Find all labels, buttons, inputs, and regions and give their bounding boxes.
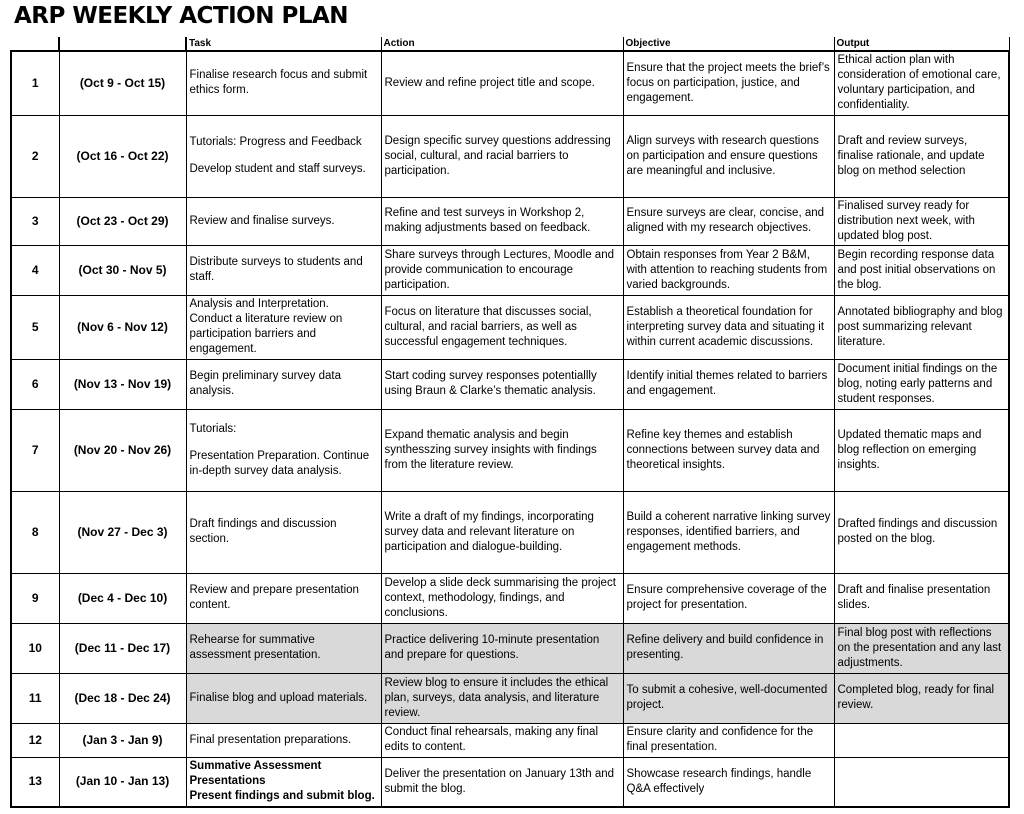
task-text: Analysis and Interpretation. — [189, 298, 329, 310]
week-number-cell: 4 — [11, 245, 59, 295]
task-text: Conduct a literature review on participation barriers and engagement. — [189, 313, 343, 355]
task-cell — [186, 673, 381, 723]
week-dates-cell: (Oct 9 - Oct 15) — [59, 51, 186, 115]
task-cell — [186, 197, 381, 245]
week-number-cell: 8 — [11, 491, 59, 573]
objective-cell: Ensure that the project meets the brief’s focus on participation, justice, and engagement. — [623, 51, 834, 115]
action-cell: Develop a slide deck summarising the project context, methodology, findings, and conclusions. — [381, 573, 623, 623]
output-cell: Annotated bibliography and blog post summarizing relevant literature. — [834, 295, 1009, 359]
week-number-cell: 3 — [11, 197, 59, 245]
header-blank — [59, 37, 186, 51]
column-header-output: Output — [834, 37, 1009, 51]
output-cell: Draft and review surveys, finalise rationale, and update blog on method selection — [834, 115, 1009, 197]
task-text: Review and finalise surveys. — [189, 214, 335, 227]
task-text: Distribute surveys to students and staff. — [189, 256, 363, 283]
week-dates-cell: (Nov 27 - Dec 3) — [59, 491, 186, 573]
objective-cell: Establish a theoretical foundation for interpreting survey data and situating it within current academic discussions. — [623, 295, 834, 359]
action-cell: Design specific survey questions addressing social, cultural, and racial barriers to participation. — [381, 115, 623, 197]
objective-cell: Obtain responses from Year 2 B&M, with attention to reaching students from varied backgrounds. — [623, 245, 834, 295]
week-dates-cell: (Nov 13 - Nov 19) — [59, 359, 186, 409]
objective-cell: Identify initial themes related to barriers and engagement. — [623, 359, 834, 409]
objective-cell: Refine delivery and build confidence in presenting. — [623, 623, 834, 673]
table-header-row — [11, 37, 1009, 51]
week-number-cell: 2 — [11, 115, 59, 197]
action-cell: Expand thematic analysis and begin synthesszing survey insights with findings from the literature review. — [381, 409, 623, 491]
table-row — [11, 573, 1009, 623]
task-text: Present findings and submit blog. — [189, 790, 375, 803]
action-cell: Refine and test surveys in Workshop 2, making adjustments based on feedback. — [381, 197, 623, 245]
table-row — [11, 673, 1009, 723]
task-text: Review and prepare presentation content. — [189, 584, 359, 611]
table-body — [11, 51, 1009, 807]
week-number-cell: 6 — [11, 359, 59, 409]
week-number-cell: 9 — [11, 573, 59, 623]
table-row — [11, 51, 1009, 115]
objective-cell: To submit a cohesive, well-documented project. — [623, 673, 834, 723]
action-cell: Share surveys through Lectures, Moodle and provide communication to encourage participation. — [381, 245, 623, 295]
header-blank — [11, 37, 59, 51]
week-number-cell: 7 — [11, 409, 59, 491]
week-number-cell: 13 — [11, 757, 59, 807]
task-cell — [186, 491, 381, 573]
table-row — [11, 245, 1009, 295]
page-title: ARP WEEKLY ACTION PLAN — [14, 3, 349, 29]
objective-cell: Refine key themes and establish connections between survey data and theoretical insights. — [623, 409, 834, 491]
output-cell — [834, 723, 1009, 757]
output-cell: Finalised survey ready for distribution next week, with updated blog post. — [834, 197, 1009, 245]
table-row — [11, 723, 1009, 757]
table-row — [11, 623, 1009, 673]
task-text: Develop student and staff surveys. — [189, 163, 366, 175]
action-cell: Write a draft of my findings, incorporating survey data and relevant literature on participation and dialogue-building. — [381, 491, 623, 573]
table-row — [11, 409, 1009, 491]
task-cell — [186, 245, 381, 295]
task-text: Final presentation preparations. — [189, 733, 352, 746]
action-cell: Start coding survey responses potentiallly using Braun & Clarke’s thematic analysis. — [381, 359, 623, 409]
action-cell: Practice delivering 10-minute presentation and prepare for questions. — [381, 623, 623, 673]
output-cell: Updated thematic maps and blog reflection on emerging insights. — [834, 409, 1009, 491]
action-cell: Conduct final rehearsals, making any final edits to content. — [381, 723, 623, 757]
objective-cell: Ensure surveys are clear, concise, and aligned with my research objectives. — [623, 197, 834, 245]
week-dates-cell: (Jan 3 - Jan 9) — [59, 723, 186, 757]
table-row — [11, 359, 1009, 409]
task-spacer — [190, 150, 378, 162]
table-row — [11, 295, 1009, 359]
column-header-objective: Objective — [623, 37, 834, 51]
objective-cell: Align surveys with research questions on participation and ensure questions are meaningful and inclusive. — [623, 115, 834, 197]
task-text: Finalise blog and upload materials. — [189, 691, 368, 704]
week-dates-cell: (Dec 18 - Dec 24) — [59, 673, 186, 723]
action-plan-table — [10, 37, 1010, 808]
output-cell: Drafted findings and discussion posted on the blog. — [834, 491, 1009, 573]
week-dates-cell: (Jan 10 - Jan 13) — [59, 757, 186, 807]
task-cell — [186, 757, 381, 807]
task-cell — [186, 51, 381, 115]
objective-cell: Showcase research findings, handle Q&A effectively — [623, 757, 834, 807]
task-text: Tutorials: Progress and Feedback — [189, 136, 362, 148]
action-cell: Review blog to ensure it includes the ethical plan, surveys, data analysis, and literature review. — [381, 673, 623, 723]
week-dates-cell: (Dec 4 - Dec 10) — [59, 573, 186, 623]
action-cell: Deliver the presentation on January 13th and submit the blog. — [381, 757, 623, 807]
task-text: Summative Assessment Presentations — [189, 760, 322, 788]
week-dates-cell: (Oct 16 - Oct 22) — [59, 115, 186, 197]
column-header-task: Task — [186, 37, 381, 51]
task-cell — [186, 623, 381, 673]
objective-cell: Ensure clarity and confidence for the final presentation. — [623, 723, 834, 757]
week-number-cell: 10 — [11, 623, 59, 673]
action-cell: Review and refine project title and scope. — [381, 51, 623, 115]
objective-cell: Build a coherent narrative linking survey responses, identified barriers, and engagement methods. — [623, 491, 834, 573]
task-text: Finalise research focus and submit ethics form. — [189, 69, 368, 97]
output-cell: Draft and finalise presentation slides. — [834, 573, 1009, 623]
output-cell: Document initial findings on the blog, noting early patterns and student responses. — [834, 359, 1009, 409]
column-header-action: Action — [381, 37, 623, 51]
output-cell: Final blog post with reflections on the presentation and any last adjustments. — [834, 623, 1009, 673]
table-row — [11, 757, 1009, 807]
table-row — [11, 491, 1009, 573]
week-number-cell: 11 — [11, 673, 59, 723]
week-dates-cell: (Oct 23 - Oct 29) — [59, 197, 186, 245]
task-text: Rehearse for summative assessment presentation. — [189, 634, 321, 661]
task-cell — [186, 409, 381, 491]
task-text: Presentation Preparation. Continue in-depth survey data analysis. — [189, 449, 370, 477]
task-text: Begin preliminary survey data analysis. — [189, 370, 341, 397]
week-dates-cell: (Oct 30 - Nov 5) — [59, 245, 186, 295]
week-number-cell: 5 — [11, 295, 59, 359]
task-cell — [186, 359, 381, 409]
table-row — [11, 115, 1009, 197]
task-text: Tutorials: — [189, 422, 237, 435]
week-number-cell: 12 — [11, 723, 59, 757]
task-spacer — [190, 437, 378, 449]
task-cell — [186, 115, 381, 197]
week-dates-cell: (Dec 11 - Dec 17) — [59, 623, 186, 673]
output-cell: Begin recording response data and post initial observations on the blog. — [834, 245, 1009, 295]
objective-cell: Ensure comprehensive coverage of the project for presentation. — [623, 573, 834, 623]
output-cell — [834, 757, 1009, 807]
task-cell — [186, 723, 381, 757]
action-cell: Focus on literature that discusses social, cultural, and racial barriers, as well as successful engagement techniques. — [381, 295, 623, 359]
output-cell: Ethical action plan with consideration of emotional care, voluntary participation, and confidentiality. — [834, 51, 1009, 115]
week-dates-cell: (Nov 20 - Nov 26) — [59, 409, 186, 491]
week-dates-cell: (Nov 6 - Nov 12) — [59, 295, 186, 359]
table-row — [11, 197, 1009, 245]
task-cell — [186, 573, 381, 623]
output-cell: Completed blog, ready for final review. — [834, 673, 1009, 723]
task-text: Draft findings and discussion section. — [189, 518, 337, 545]
task-cell — [186, 295, 381, 359]
week-number-cell: 1 — [11, 51, 59, 115]
